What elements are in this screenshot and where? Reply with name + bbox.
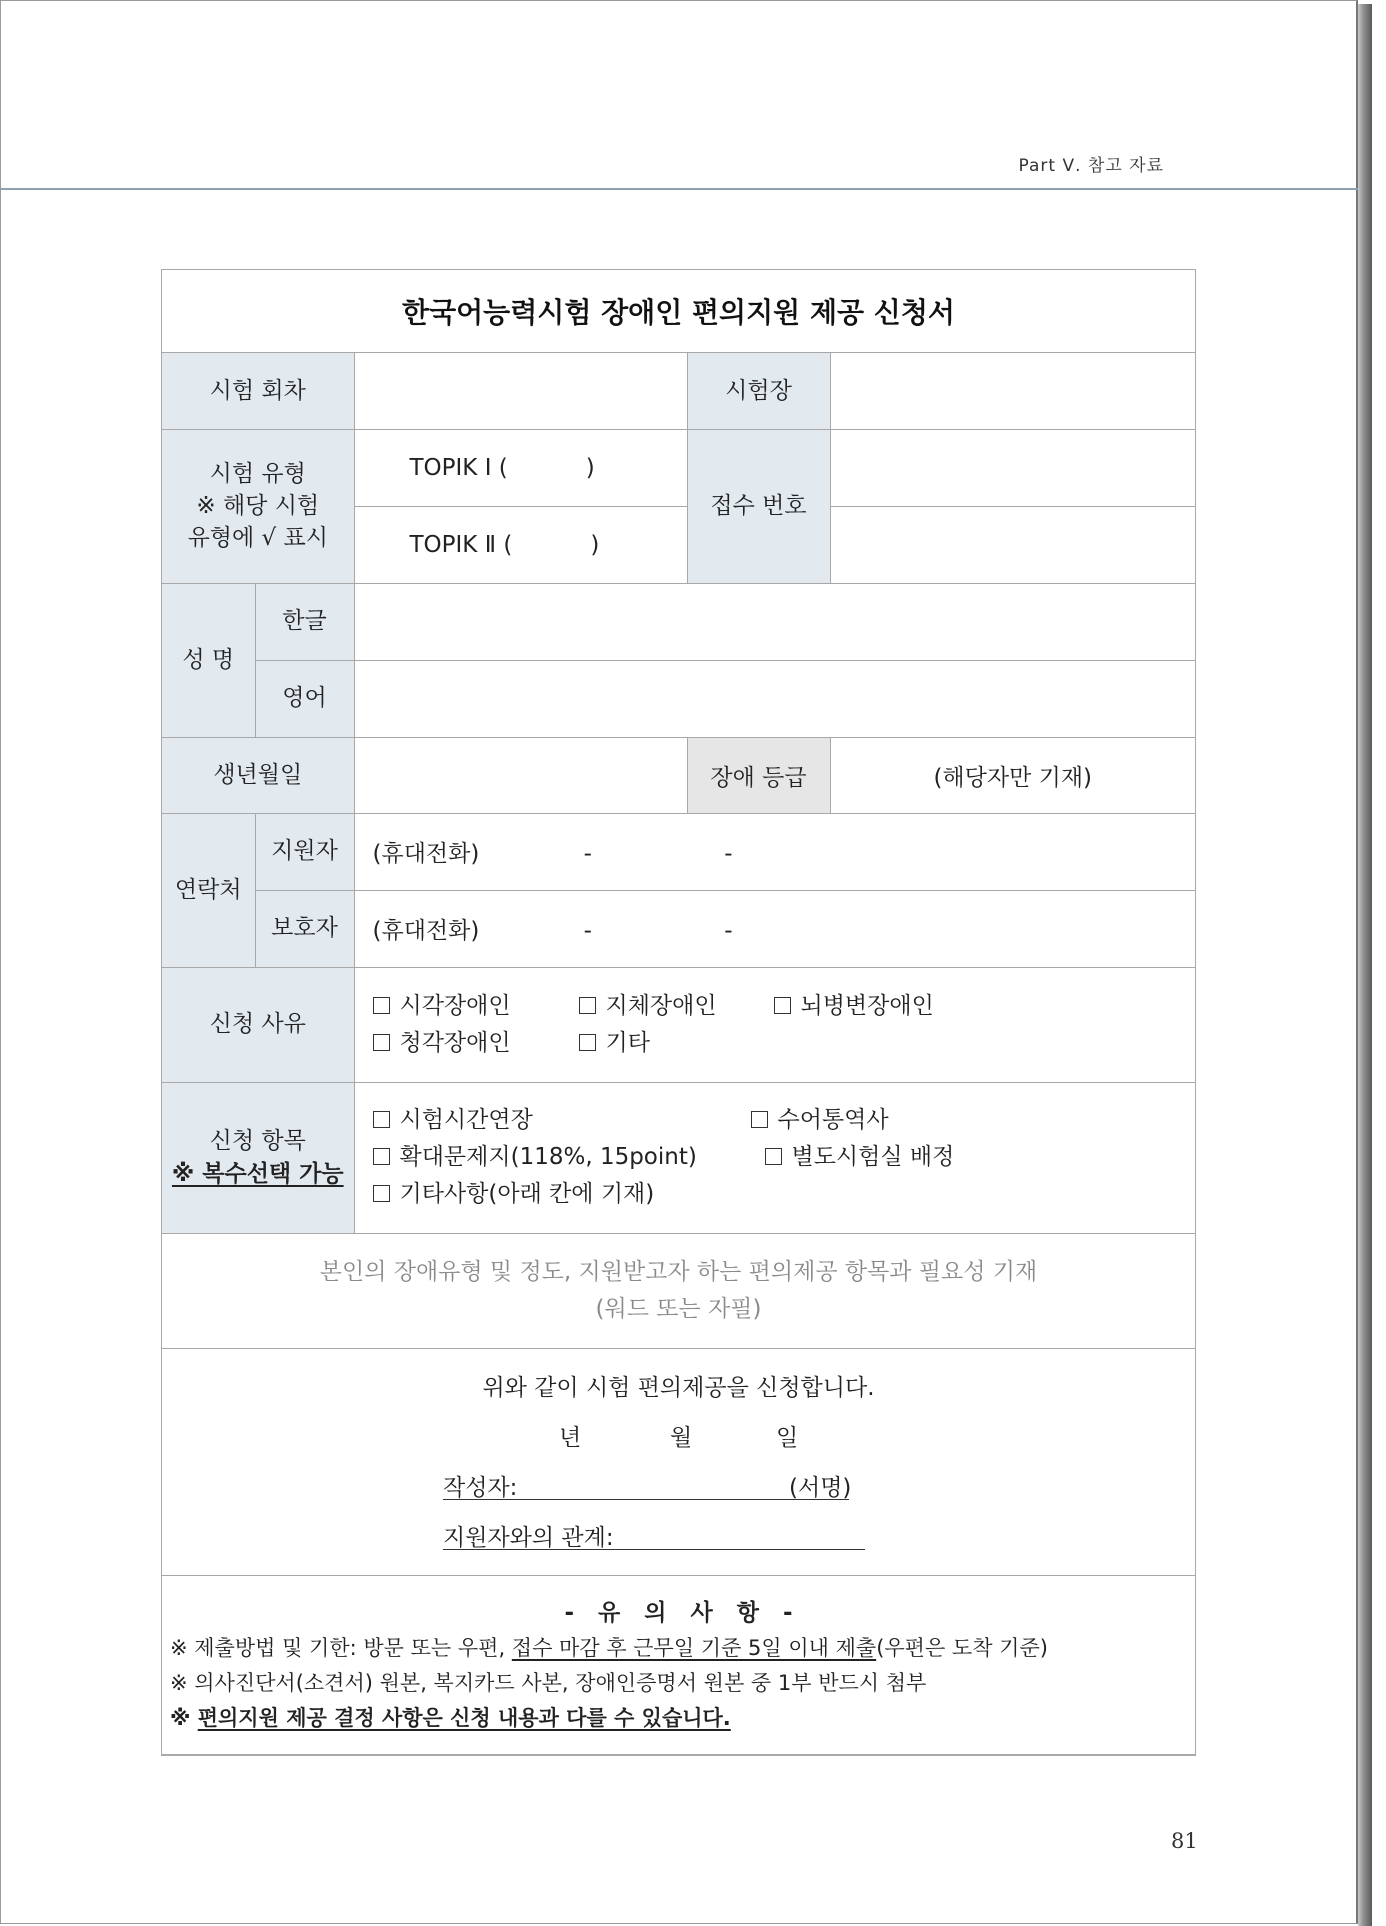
checkbox-icon: [751, 1111, 768, 1128]
declaration-text: 위와 같이 시험 편의제공을 신청합니다.: [482, 1374, 875, 1401]
exam-site-label: 시험장: [687, 353, 830, 429]
guardian-phone-field[interactable]: [354, 890, 1195, 967]
header-divider: [1, 188, 1359, 190]
phone-dash: -: [583, 841, 592, 867]
item-label-text: 확대문제지(118%, 15point): [399, 1144, 697, 1170]
paren-close: ): [590, 531, 600, 558]
item-checkbox-sign-interpreter[interactable]: [751, 1102, 889, 1139]
receipt-number-field[interactable]: [830, 429, 1195, 506]
applicant-phone-field[interactable]: [354, 813, 1195, 890]
reason-checkbox-hearing[interactable]: [373, 1025, 579, 1062]
item-checkbox-extended-time[interactable]: [373, 1102, 751, 1139]
note-decision: [170, 1701, 1195, 1736]
checkbox-icon: [579, 997, 596, 1014]
exam-round-field[interactable]: [354, 353, 687, 429]
description-field[interactable]: [162, 1233, 1195, 1348]
item-options: [354, 1082, 1195, 1233]
checkbox-icon: [373, 1111, 390, 1128]
description-hint: 본인의 장애유형 및 정도, 지원받고자 하는 편의제공 항목과 필요성 기재: [319, 1258, 1038, 1285]
declaration-section: [162, 1348, 1195, 1575]
item-label-text: 기타사항(아래 칸에 기재): [399, 1181, 655, 1207]
item-checkbox-separate-room[interactable]: [765, 1139, 955, 1176]
reason-checkbox-brain[interactable]: [774, 988, 934, 1025]
checkbox-icon: [579, 1034, 596, 1051]
note-underlined-text: 편의지원 제공 결정 사항은 신청 내용과 다를 수 있습니다.: [197, 1705, 731, 1730]
name-english-field[interactable]: [354, 660, 1195, 737]
topik1-label: TOPIK Ⅰ (: [409, 454, 508, 481]
applicant-label: 지원자: [255, 813, 354, 890]
day-label: 일: [776, 1424, 799, 1451]
year-label: 년: [559, 1424, 582, 1451]
description-hint-method: (워드 또는 자필): [595, 1295, 762, 1322]
month-label: 월: [670, 1424, 693, 1451]
items-label-line: 신청 항목: [209, 1128, 306, 1155]
reason-label-text: 청각장애인: [399, 1029, 511, 1056]
reason-label-text: 뇌병변장애인: [800, 992, 934, 1019]
exam-type-note-line: 유형에 √ 표시: [187, 525, 328, 552]
disability-grade-label: 장애 등급: [687, 737, 830, 813]
note-submission: [170, 1631, 1195, 1666]
topik2-label: TOPIK Ⅱ (: [409, 531, 513, 558]
form-table: [162, 353, 1195, 1755]
writer-label: 작성자:: [443, 1474, 518, 1501]
receipt-number-field-2[interactable]: [830, 506, 1195, 583]
phone-dash: -: [724, 918, 733, 944]
item-checkbox-large-print[interactable]: [373, 1139, 765, 1176]
note-text: (우편은 도착 기준): [876, 1635, 1048, 1660]
notes-title: - 유 의 사 항 -: [564, 1599, 801, 1626]
name-english-label: 영어: [255, 660, 354, 737]
birth-field[interactable]: [354, 737, 687, 813]
reason-checkbox-other[interactable]: [579, 1025, 650, 1062]
name-korean-field[interactable]: [354, 583, 1195, 660]
application-form: [161, 269, 1196, 1756]
item-label-text: 시험시간연장: [399, 1107, 533, 1133]
section-header: Part Ⅴ. 참고 자료: [1018, 156, 1164, 176]
guardian-label: 보호자: [255, 890, 354, 967]
items-label: [162, 1082, 354, 1233]
phone-dash: -: [583, 918, 592, 944]
phone-prefix: (휴대전화): [372, 918, 480, 944]
phone-dash: -: [724, 841, 733, 867]
contact-label: 연락처: [162, 813, 255, 967]
checkbox-icon: [373, 1034, 390, 1051]
page-number: 81: [1171, 1829, 1198, 1853]
note-documents: ※ 의사진단서(소견서) 원본, 복지카드 사본, 장애인증명서 원본 중 1부 반드시 첨부: [170, 1670, 927, 1695]
note-text: ※ 제출방법 및 기한: 방문 또는 우편,: [170, 1635, 512, 1660]
checkbox-icon: [373, 1148, 390, 1165]
form-title: 한국어능력시험 장애인 편의지원 제공 신청서: [162, 270, 1195, 353]
reason-checkbox-physical[interactable]: [579, 988, 774, 1025]
item-checkbox-other[interactable]: [373, 1176, 655, 1213]
note-underlined-text: 접수 마감 후 근무일 기준 5일 이내 제출: [511, 1635, 877, 1660]
name-korean-label: 한글: [255, 583, 354, 660]
reason-label-text: 지체장애인: [605, 992, 717, 1019]
item-label-text: 별도시험실 배정: [791, 1144, 955, 1170]
item-label-text: 수어통역사: [777, 1107, 889, 1133]
note-text: ※: [170, 1705, 198, 1730]
topik1-option[interactable]: [354, 429, 687, 506]
exam-round-label: 시험 회차: [162, 353, 354, 429]
checkbox-icon: [373, 997, 390, 1014]
checkbox-icon: [373, 1185, 390, 1202]
exam-type-note-line: ※ 해당 시험: [196, 492, 320, 519]
phone-prefix: (휴대전화): [372, 841, 480, 867]
paren-close: ): [585, 454, 595, 481]
items-multiselect-note: ※ 복수선택 가능: [171, 1160, 344, 1187]
signature-label: (서명): [789, 1474, 852, 1501]
page-edge-shadow: [1358, 4, 1372, 1926]
reason-checkbox-visual[interactable]: [373, 988, 579, 1025]
topik2-option[interactable]: [354, 506, 687, 583]
notes-section: [162, 1575, 1195, 1754]
checkbox-icon: [774, 997, 791, 1014]
receipt-number-label: 접수 번호: [687, 429, 830, 583]
reason-label-text: 시각장애인: [399, 992, 511, 1019]
exam-site-field[interactable]: [830, 353, 1195, 429]
exam-type-label: [162, 429, 354, 583]
name-label: 성 명: [162, 583, 255, 737]
exam-type-label-line: 시험 유형: [209, 460, 306, 487]
reason-options: [354, 967, 1195, 1082]
reason-label: 신청 사유: [162, 967, 354, 1082]
checkbox-icon: [765, 1148, 782, 1165]
birth-label: 생년월일: [162, 737, 354, 813]
reason-label-text: 기타: [605, 1029, 650, 1056]
disability-grade-hint[interactable]: (해당자만 기재): [830, 737, 1195, 813]
relation-label: 지원자와의 관계:: [443, 1524, 614, 1551]
